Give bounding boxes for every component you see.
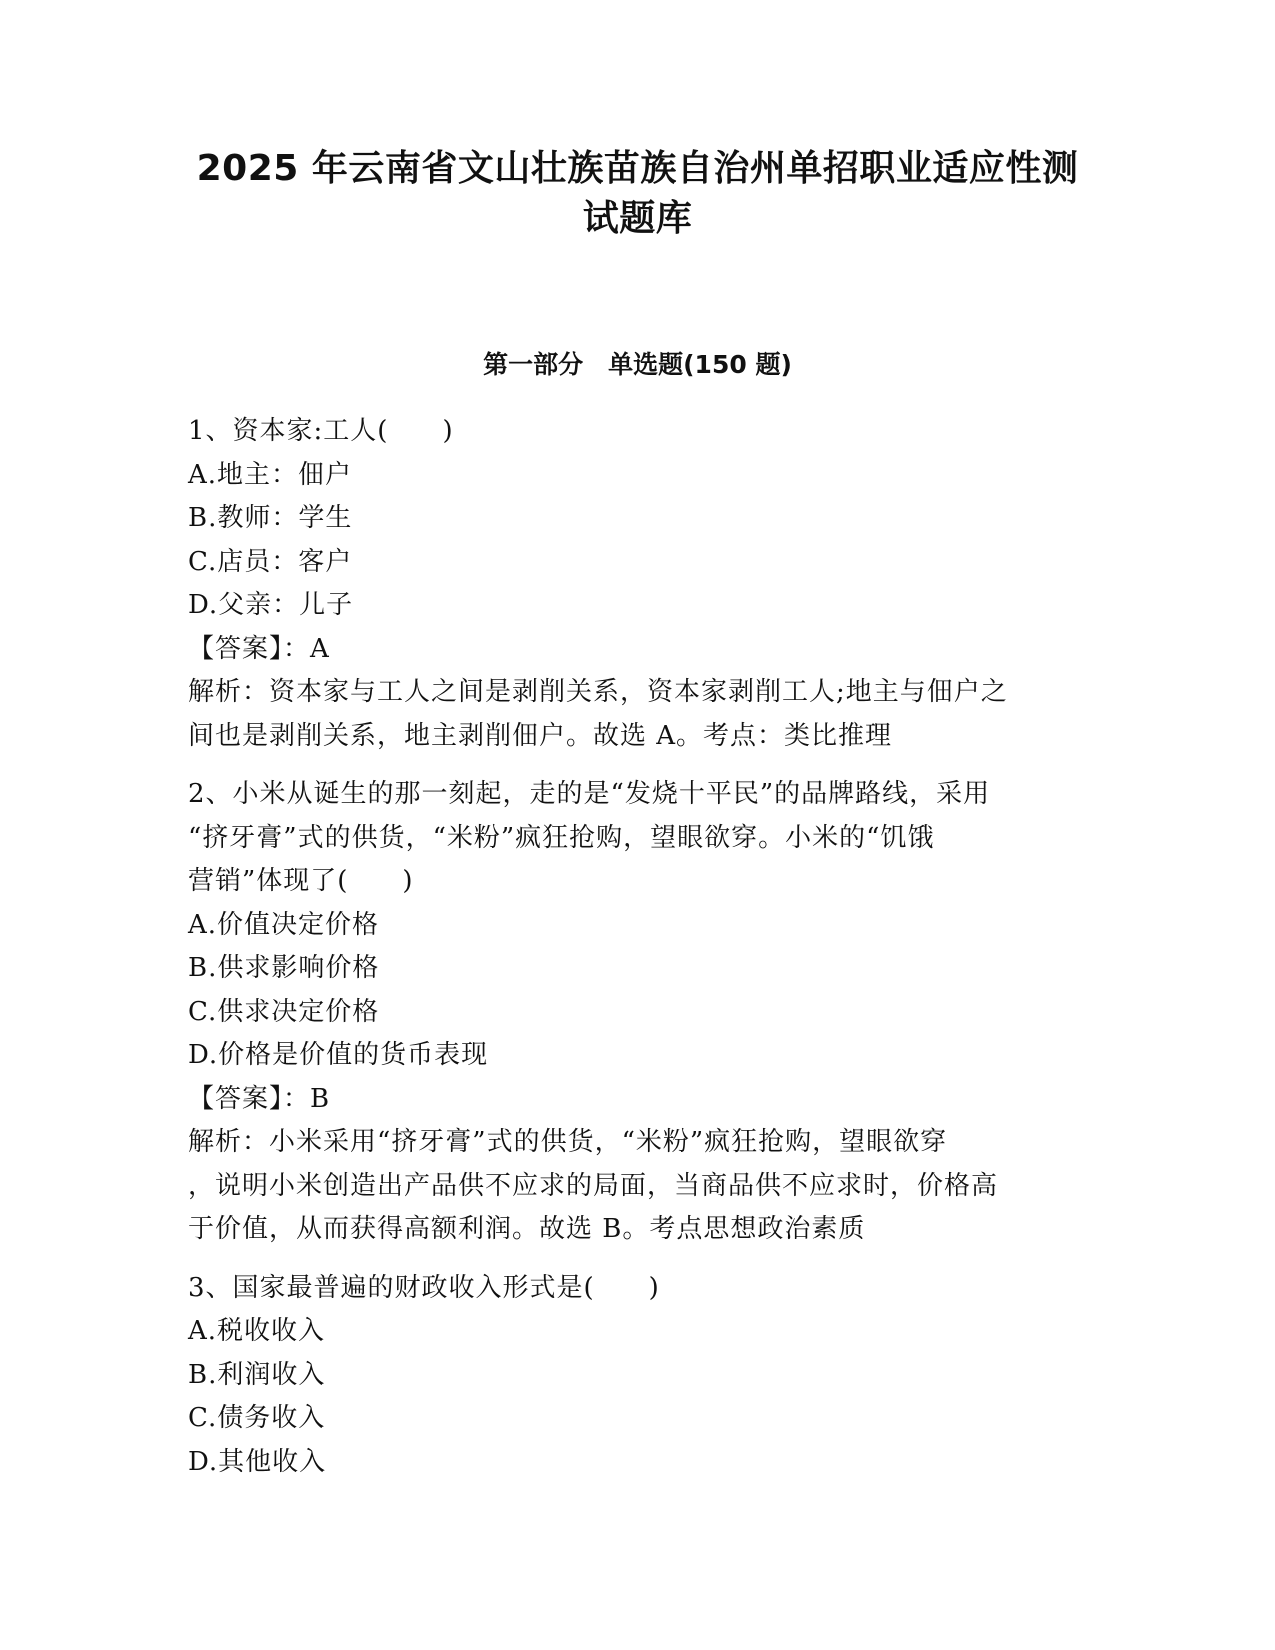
document-title-line-1: 2025 年云南省文山壮族苗族自治州单招职业适应性测 <box>196 148 1079 189</box>
question-stem-line: 2、小米从诞生的那一刻起，走的是“发烧十平民”的品牌路线，采用 <box>188 779 991 809</box>
question-1 <box>188 410 1088 758</box>
option-c: C.债务收入 <box>188 1403 326 1433</box>
option-d: D.价格是价值的货币表现 <box>188 1040 489 1070</box>
explanation-line: 于价值，从而获得高额利润。故选 B。考点思想政治素质 <box>188 1214 866 1244</box>
question-stem-line: “挤牙膏”式的供货，“米粉”疯狂抢购，望眼欲穿。小米的“饥饿 <box>188 822 935 853</box>
option-b: B.教师：学生 <box>188 503 353 533</box>
answer-label: 【答案】：B <box>188 1083 331 1114</box>
option-c: C.供求决定价格 <box>188 996 380 1027</box>
option-b: B.利润收入 <box>188 1359 326 1390</box>
explanation-line: 解析：资本家与工人之间是剥削关系，资本家剥削工人;地主与佃户之 <box>188 677 1008 707</box>
question-list <box>188 410 1088 1499</box>
option-c: C.店员：客户 <box>188 546 353 577</box>
explanation-line: ，说明小米创造出产品供不应求的局面，当商品供不应求时，价格高 <box>188 1170 999 1201</box>
question-2 <box>188 773 1088 1252</box>
explanation-line: 解析：小米采用“挤牙膏”式的供货，“米粉”疯狂抢购，望眼欲穿 <box>188 1127 948 1157</box>
option-d: D.其他收入 <box>188 1446 327 1477</box>
answer-label: 【答案】：A <box>188 633 330 664</box>
question-3 <box>188 1267 1088 1485</box>
question-stem-line: 营销”体现了( ) <box>188 866 414 896</box>
section-heading: 第一部分 单选题(150 题) <box>483 350 792 379</box>
option-a: A.地主：佃户 <box>188 459 353 490</box>
option-b: B.供求影响价格 <box>188 953 380 983</box>
document-title <box>150 144 1125 244</box>
option-a: A.价值决定价格 <box>188 909 380 940</box>
option-a: A.税收收入 <box>188 1316 326 1346</box>
question-stem: 3、国家最普遍的财政收入形式是( ) <box>188 1272 660 1303</box>
option-d: D.父亲：儿子 <box>188 590 354 620</box>
question-stem: 1、资本家:工人( ) <box>188 416 454 446</box>
explanation-line: 间也是剥削关系，地主剥削佃户。故选 A。考点：类比推理 <box>188 720 893 751</box>
document-title-line-2: 试题库 <box>582 198 693 239</box>
